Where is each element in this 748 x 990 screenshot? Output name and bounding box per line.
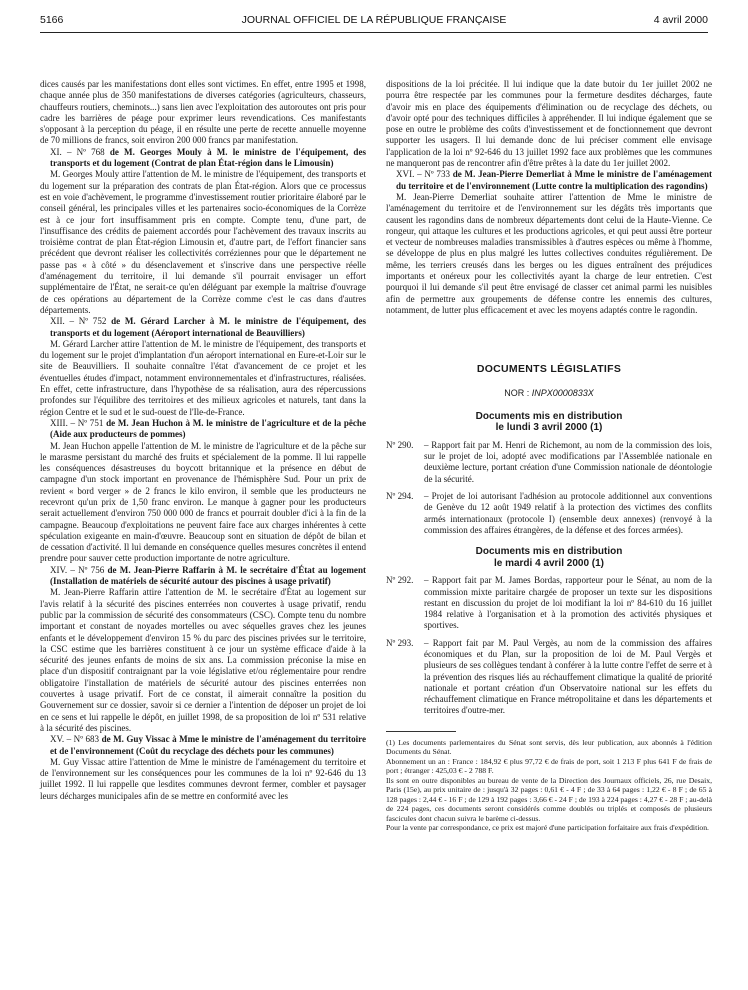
document-item [386,638,712,717]
question-block [40,734,366,802]
page-number: 5166 [40,14,64,26]
question-number: XII. – Nº 752 [50,316,107,327]
nor-reference [386,388,712,399]
question-heading [40,565,366,588]
document-item [386,440,712,485]
question-body: M. Gérard Larcher attire l'attention de M. le ministre de l'équipement, des transports et du logement sur le projet d'implantation d'un aéroport international en Eure-et-Loir sur le site de Beauvilliers. Il souhaite connaître l'état d'avancement de ce projet et les éventuelles études d'impact, notamment environnementales et d'infrastructures, réalisées. En effet, cette infrastructure, dans l'hypothèse de sa réalisation, aura des répercussions profondes sur l'équilibre des territoires et des milieux agricoles et naturels, tant dans la région Centre et le sud et le sud-ouest de l'Ile-de-France. [40,338,366,417]
document-text: – Rapport fait par M. Paul Vergès, au nom de la commission des affaires économiques et du Plan, sur la proposition de loi de M. Paul Vergès et plusieurs de ses collègues tendant à conférer à la lutte contre l'effet de serre et à la prévention des risques liés au réchauffement climatique la qualité de priorité nationale et portant création d'un Observatoire national sur les effets du réchauffement climatique en France métropolitaine et dans les départements et territoires d'outre-mer. [424,637,712,716]
left-column [40,79,366,802]
page-header [40,14,708,30]
question-heading [40,418,366,441]
document-number: Nº 294. [386,491,414,502]
document-text: – Projet de loi autorisant l'adhésion au protocole additionnel aux conventions de Genève du 12 août 1949 relatif à la protection des victimes des conflits armés internationaux (protocole I) (ensemble deux annexes) (renvoyé à la commission des affaires étrangères, de la défense et des forces armées). [424,491,712,535]
footnote: Abonnement un an : France : 184,92 € plus 97,72 € de frais de port, soit 1 213 F plus 641 F de frais de port ; étranger : 425,03 € - 2 788 F. [386,756,712,776]
question-block [40,316,366,418]
distribution-heading [386,546,712,569]
question-number: XIV. – Nº 756 [50,564,105,575]
footnote-rule [386,731,456,732]
distribution-section [386,546,712,717]
question-lead: de M. Jean Huchon à M. le ministre de l'agriculture et de la pêche (Aide aux producteurs de pommes) [50,417,366,440]
question-number: XVI. – Nº 733 [396,169,451,180]
question-heading [40,316,366,339]
right-column [386,79,712,833]
question-body: M. Jean Huchon appelle l'attention de M. le ministre de l'agriculture et de la pêche sur le marasme persistant du marché des fruits et spécialement de la pomme. Il lui rappelle les conséquences désastreuses du boycott britannique et la présence en début de campagne d'un stock important en provenance de l'hémisphère Sud. Pour un prix de revient « bord verger » de 2 francs le kilo environ, il semble que les producteurs ne recevront qu'un prix de 1,50 franc environ. Le manque à gagner pour les producteurs serait actuellement d'environ 750 000 000 de francs et pourrait doubler d'ici à la fin de la campagne. Beaucoup d'exploitations ne peuvent faire face aux charges inhérentes à cette spéculation exigeante en main-d'œuvre. Beaucoup sont en situation de dépôt de bilan et de cessation d'activité. Il lui demande en conséquence quelles mesures concrètes il entend prendre pour sauver cette production importante de notre agriculture. [40,440,366,564]
question-block [40,418,366,565]
question-number: XIII. – Nº 751 [50,417,104,428]
continuation-text: dices causés par les manifestations dont elles sont victimes. En effet, entre 1995 et 1998, chaque année plus de 350 manifestations de diverses catégories (agriculteurs, chasseurs, chauffeurs routiers, cheminots...) sans lien avec l'exploitation des autoroutes ont pris pour cadre les barrières de péage pour exprimer leurs revendications. Ces manifestants s'opposant à la perception du péage, il en résulte une perte de recette annuelle moyenne de 70 millions de francs, soit environ 200 000 francs par manifestation. [40,79,366,146]
nor-code: INPX0000833X [531,387,594,398]
question-body: M. Jean-Pierre Demerliat souhaite attirer l'attention de Mme le ministre de l'aménagement du territoire et de l'environnement sur les dégâts très importants que causent les ragondins dans de nombreux départements dont celui de la Haute-Vienne. Ce rongeur, qui attaque les cultures et les productions agricoles, et qui peut aussi être porteur et vecteur de nombreuses maladies transmissibles à d'autres espèces ou même à l'homme, se développe de plus en plus malgré les luttes collectives conduites régulièrement. De même, les terriers creusés dans les berges ou les digues entraînent des préjudices importants et onéreux pour les collectivités ayant la charge de leur entretien. C'est pourquoi il lui demande s'il peut être envisagé de classer cet animal parmi les nuisibles afin de permettre aux groupements de défense contre les ennemis des cultures, notamment, de lutter plus efficacement et avec les moyens adaptés contre le ragondin. [386,191,712,315]
question-heading [40,147,366,170]
question-block [40,565,366,734]
question-body: M. Guy Vissac attire l'attention de Mme le ministre de l'aménagement du territoire et de l'environnement sur les conséquences pour les communes de la loi nº 92-646 du 13 juillet 1992. Il lui rappelle que lesdites communes devront fermer, combler et paysager leurs décharges municipales afin de se mettre en conformité avec les [40,756,366,801]
document-text: – Rapport fait par M. Henri de Richemont, au nom de la commission des lois, sur le projet de loi, adopté avec modifications par l'Assemblée nationale en deuxième lecture, portant création d'une Commission nationale de déontologie de la sécurité. [424,439,712,484]
document-number: Nº 293. [386,637,414,648]
distribution-heading-date: le lundi 3 avril 2000 (1) [495,422,603,434]
distribution-heading [386,411,712,434]
document-number: Nº 290. [386,439,414,450]
continuation-text: dispositions de la loi précitée. Il lui indique que la date butoir du 1er juillet 2002 ne pourra être respectée par les communes pour la fermeture desdites décharges, faute d'avoir mis en place des équipements d'élimination ou de recyclage des déchets, ou d'avoir opté pour des techniques difficiles à appréhender. Il lui indique également que se pose en outre le problème des coûts d'investissement et de fonctionnement que devront supporter les usagers. Il lui demande donc de lui préciser comment elle envisage l'application de la loi nº 92-646 du 13 juillet 1992 face aux problèmes que les communes ne manqueront pas de rencontrer afin d'être prêtes à la date du 1er juillet 2002. [386,79,712,169]
documents-title: DOCUMENTS LÉGISLATIFS [476,363,622,376]
question-block [386,169,712,316]
question-body: M. Georges Mouly attire l'attention de M. le ministre de l'équipement, des transports et du logement sur la préparation des contrats de plan État-région. Alors que ce processus est en voie d'achèvement, le programme d'investissement routier prioritaire élaboré par le conseil général, les principales villes et les partenaires socio-économiques de la Corrèze est à ce jour fort insuffisamment pris en compte. Compte tenu, d'une part, de l'insuffisance des crédits de paiement accordés pour l'achèvement des travaux inscrits au troisième contrat de plan État-région Limousin et, d'autre part, de l'effort financier sans précédent que devront réaliser les collectivités corréziennes pour que le département ne passe pas « à côté » du désenclavement et s'inscrive dans une perspective réelle d'aménagement du territoire, il lui demande s'il pourrait envisager un effort supplémentaire de l'État, ne serait-ce qu'en déléguant par exemple la maîtrise d'ouvrage de ces opérations au département de la Corrèze comme c'est le cas dans d'autres départements. [40,169,366,315]
question-number: XV. – Nº 683 [50,734,100,745]
question-lead: de M. Guy Vissac à Mme le ministre de l'aménagement du territoire et de l'environnement (Coût du recyclage des déchets pour les communes) [50,734,367,756]
document-number: Nº 292. [386,575,414,586]
distribution-section [386,411,712,536]
question-lead: de M. Jean-Pierre Demerliat à Mme le ministre de l'aménagement du territoire et de l'environnement (Lutte contre la multiplication des ragondins) [396,169,713,191]
question-lead: de M. Gérard Larcher à M. le ministre de l'équipement, des transports et du logement (Aéroport international de Beauvilliers) [50,316,366,338]
question-heading [40,734,366,757]
nor-label: NOR : [504,387,530,398]
question-lead: de M. Georges Mouly à M. le ministre de l'équipement, des transports et du logement (Contrat de plan État-région dans le Limousin) [50,146,366,169]
distribution-heading-line: Documents mis en distribution [475,410,623,422]
footnote: Ils sont en outre disponibles au bureau de vente de la Direction des Journaux officiels, 26, rue Desaix, Paris (15e), au prix unitaire de : jusqu'à 32 pages : 0,61 € - 4 F ; de 33 à 64 pages : 1,22 € - 8 F ; de 65 à 128 pages : 2,44 € - 16 F ; de 129 à 192 pages : 3,66 € - 24 F ; de 193 à 224 pages : 4,27 € - 28 F ; au-delà de 224 pages, ces documents seront considérés comme doublés ou triplés et composés de plusieurs fascicules dont chacun suivra le barème ci-dessus. [386,775,712,823]
issue-date: 4 avril 2000 [653,14,708,26]
header-rule [40,32,708,33]
footnote: Pour la vente par correspondance, ce prix est majoré d'une participation forfaitaire aux frais d'expédition. [386,823,709,833]
document-item [386,491,712,536]
distribution-heading-date: le mardi 4 avril 2000 (1) [493,557,605,569]
question-lead: de M. Jean-Pierre Raffarin à M. le secrétaire d'État au logement (Installation de matériels de sécurité autour des piscines à usage privatif) [50,564,366,587]
footnote: (1) Les documents parlementaires du Sénat sont servis, dès leur publication, aux abonnés à l'édition Documents du Sénat. [386,737,712,757]
document-text: – Rapport fait par M. James Bordas, rapporteur pour le Sénat, au nom de la commission mixte paritaire chargée de proposer un texte sur les dispositions restant en discussion du projet de loi modifiant la loi nº 84-610 du 16 juillet 1984 relative à l'organisation et à la promotion des activités physiques et sportives. [424,575,712,631]
question-number: XI. – Nº 768 [50,146,105,157]
document-item [386,575,712,631]
journal-title: JOURNAL OFFICIEL DE LA RÉPUBLIQUE FRANÇAISE [241,14,507,26]
question-block [40,147,366,316]
question-body: M. Jean-Pierre Raffarin attire l'attention de M. le secrétaire d'État au logement sur l'avis relatif à la sécurité des piscines enterrées non couvertes à usage privatif, rendu public par la commission de sécurité des consommateurs (CSC). Compte tenu du nombre important et constant de noyades mortelles ou avec séquelles graves chez les jeunes enfants et le développement d'environ 15 % du parc des piscines privées sur le territoire, la CSC estime que les barrières constituent à ce jour un système efficace d'aide à la sécurité des jeunes enfants de moins de six ans. La commission préconise la mise en place d'un dispositif contraignant par la voie législative et/ou réglementaire pour rendre obligatoire l'installation de matériels de sécurité autour des piscines enterrées non couvertes à usage privatif. Fort de ce constat, il aimerait connaître la position du Gouvernement sur ce dossier, savoir si ce dernier a l'intention de déposer un projet de loi en ce sens et lui rappelle le dépôt, en juillet 1998, de sa proposition de loi nº 531 relative à la sécurité des piscines. [40,587,366,733]
distribution-heading-line: Documents mis en distribution [475,546,623,558]
question-heading [386,169,712,192]
